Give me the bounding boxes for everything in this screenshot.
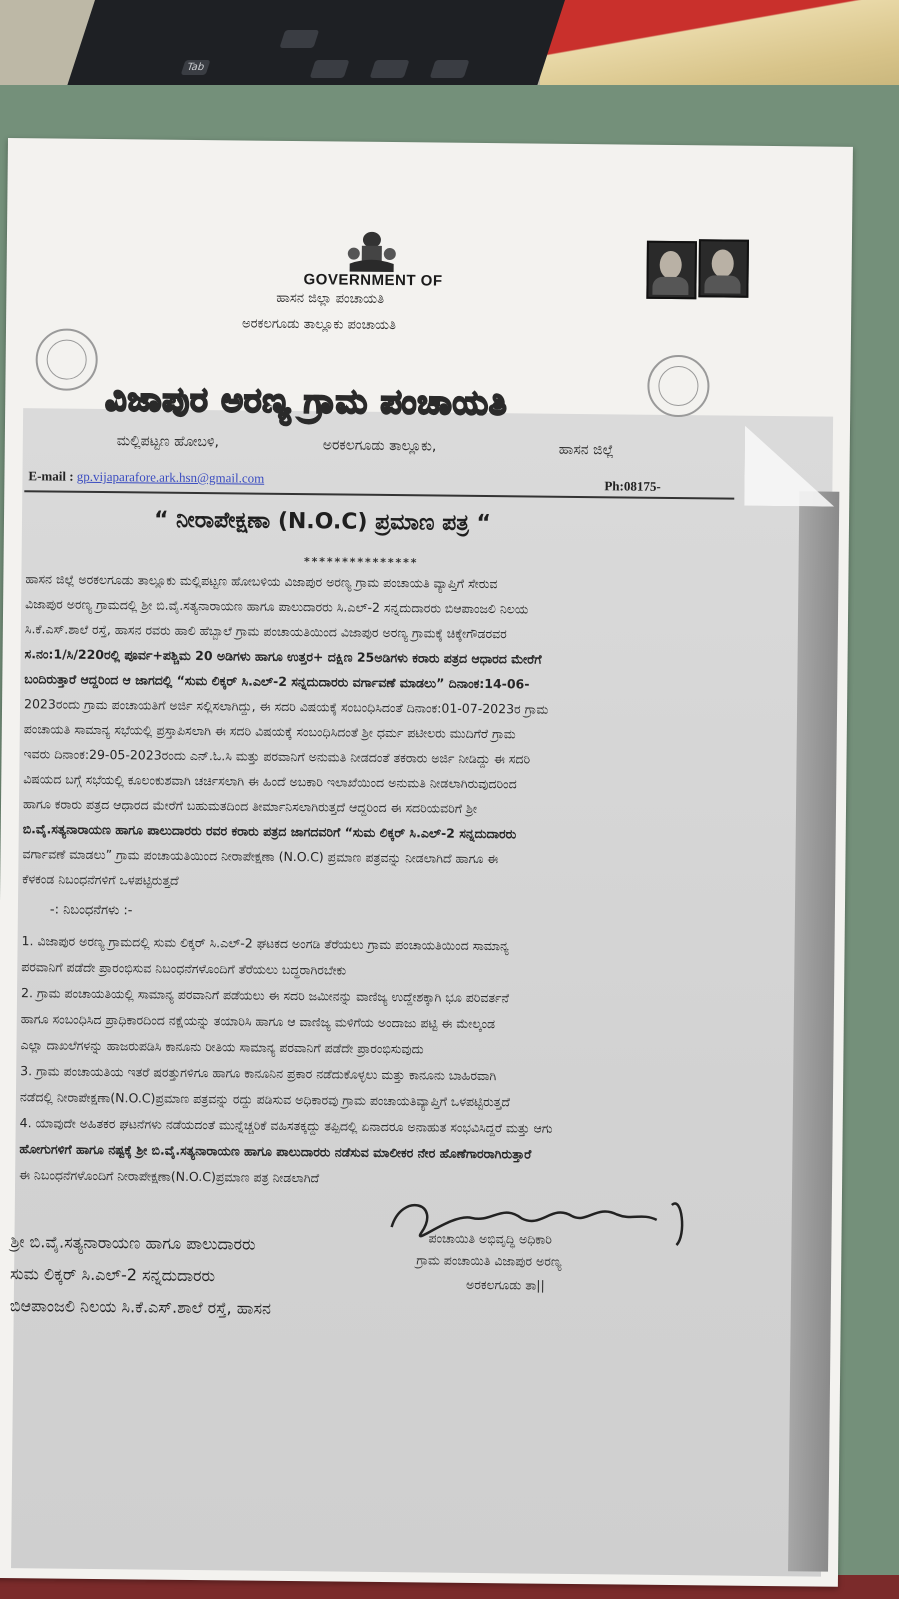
email-link[interactable]: gp.vijaparafore.ark.hsn@gmail.com	[76, 468, 265, 486]
signatory-designation: ಪಂಚಾಯಿತಿ ಅಭಿವೃದ್ಧಿ ಅಧಿಕಾರಿ	[428, 1230, 553, 1247]
recipient-license: ಸುಮ ಲಿಕ್ಕರ್ ಸಿ.ಎಲ್-2 ಸನ್ನದುದಾರರು	[10, 1264, 216, 1286]
paragraph-line: ವಿಜಾಪುರ ಅರಣ್ಯ ಗ್ರಾಮದಲ್ಲಿ ಶ್ರೀ ಬಿ.ವೈ.ಸತ್ಯನಾರಾಯಣ ಹಾಗೂ ಪಾಲುದಾರರು ಸಿ.ಎಲ್-2 ಸನ್ನದುದಾರರು ಬಿಆಪಾಂಜಲಿ ನಿಲಯ	[25, 596, 529, 617]
email-label: E-mail :	[28, 468, 77, 484]
keyboard-key-tab: Tab	[181, 60, 211, 75]
noc-document	[0, 138, 853, 1587]
address-hobli: ಮಲ್ಲಿಪಟ್ಟಣ ಹೋಬಳಿ,	[116, 433, 220, 451]
document-title: “ ನೀರಾಪೇಕ್ಷಣಾ (N.O.C) ಪ್ರಮಾಣ ಪತ್ರ “	[153, 507, 492, 537]
gov-heading: GOVERNMENT OF	[303, 271, 443, 290]
paragraph-line: ಹಾಸನ ಜಿಲ್ಲೆ ಅರಕಲಗೂಡು ತಾಲ್ಲೂಕು ಮಲ್ಲಿಪಟ್ಟಣ ಹೋಬಳಿಯ ವಿಜಾಪುರ ಅರಣ್ಯ ಗ್ರಾಮ ಪಂಚಾಯತಿ ವ್ಯಾಪ್ತಿಗೆ ಸೇರುವ	[25, 571, 498, 592]
state-emblem-icon	[344, 226, 401, 279]
title-stars: ***************	[303, 555, 418, 570]
keyboard-key	[279, 30, 319, 48]
keyboard-key	[310, 60, 350, 78]
paragraph-line: ಪಂಚಾಯತಿ ಸಾಮಾನ್ಯ ಸಭೆಯಲ್ಲಿ ಪ್ರಸ್ತಾಪಿಸಲಾಗಿ ಈ ಸದರಿ ವಿಷಯಕ್ಕೆ ಸಂಬಂಧಿಸಿದಂತೆ ಶ್ರೀ ಧರ್ಮ ಪಟೀಲರು ಮುದಿಗೆರೆ ಗ್ರಾಮ	[23, 721, 516, 742]
paragraph-line: ಬಿ.ವೈ.ಸತ್ಯನಾರಾಯಣ ಹಾಗೂ ಪಾಲುದಾರರು ರವರ ಕರಾರು ಪತ್ರದ ಜಾಗದವರಿಗೆ “ಸುಮ ಲಿಕ್ಕರ್ ಸಿ.ಎಲ್-2 ಸನ್ನದುದಾರರು	[22, 821, 517, 842]
paragraph-line: ಸ.ನಂ:1/ಸಿ/220ರಲ್ಲಿ ಪೂರ್ವ+ಪಶ್ಚಿಮ 20 ಅಡಿಗಳು ಹಾಗೂ ಉತ್ತರ+ ದಕ್ಷಿಣ 25ಅಡಿಗಳು ಕರಾರು ಪತ್ರದ ಆಧಾರದ ಮೇರೆಗೆ	[24, 646, 542, 667]
noc-paragraph	[22, 566, 737, 898]
paragraph-line: ಬಂದಿರುತ್ತಾರೆ ಆದ್ದರಿಂದ ಆ ಜಾಗದಲ್ಲಿ “ಸುಮ ಲಿಕ್ಕರ್ ಸಿ.ಎಲ್-2 ಸನ್ನದುದಾರರು ವರ್ಗಾವಣೆ ಮಾಡಲು” ದಿನಾಂಕ:14-06-	[24, 671, 530, 692]
background-folders	[540, 0, 899, 95]
keyboard-key	[370, 60, 410, 78]
condition-line: 1. ವಿಜಾಪುರ ಅರಣ್ಯ ಗ್ರಾಮದಲ್ಲಿ ಸುಮ ಲಿಕ್ಕರ್ ಸಿ.ಎಲ್-2 ಘಟಕದ ಅಂಗಡಿ ತೆರೆಯಲು ಗ್ರಾಮ ಪಂಚಾಯತಿಯಿಂದ ಸಾಮಾನ್ಯ	[21, 933, 509, 954]
condition-line: ಪರವಾನಿಗೆ ಪಡೆದೇ ಪ್ರಾರಂಭಿಸುವ ನಿಬಂಧನೆಗಳೊಂದಿಗೆ ತೆರೆಯಲು ಬದ್ಧರಾಗಿರಬೇಕು	[21, 959, 347, 978]
recipient-name: ಶ್ರೀ ಬಿ.ವೈ.ಸತ್ಯನಾರಾಯಣ ಹಾಗೂ ಪಾಲುದಾರರು	[10, 1232, 256, 1254]
signatory-panchayat: ಗ್ರಾಮ ಪಂಚಾಯಿತಿ ವಿಜಾಪುರ ಅರಣ್ಯ	[416, 1252, 562, 1269]
paragraph-line: ಸಿ.ಕೆ.ಎಸ್.ಶಾಲೆ ರಸ್ತೆ, ಹಾಸನ ರವರು ಹಾಲಿ ಹೆಬ್ಬಾಲೆ ಗ್ರಾಮ ಪಂಚಾಯತಿಯಿಂದ ವಿಜಾಪುರ ಅರಣ್ಯ ಗ್ರಾಮಕ್ಕೆ ಚಿಕ್ಕೇಗೌಡರವರ	[24, 621, 507, 642]
condition-line: ಹಾಗೂ ಸಂಬಂಧಿಸಿದ ಪ್ರಾಧಿಕಾರದಿಂದ ನಕ್ಷೆಯನ್ನು ತಯಾರಿಸಿ ಹಾಗೂ ಆ ವಾಣಿಜ್ಯ ಮಳಿಗೆಯ ಅಂದಾಜು ಪಟ್ಟಿ ಈ ಮೇಲ್ಕಂಡ	[20, 1011, 496, 1032]
photo-right	[698, 239, 749, 298]
paragraph-line: ವರ್ಗಾವಣೆ ಮಾಡಲು” ಗ್ರಾಮ ಪಂಚಾಯತಿಯಿಂದ ನೀರಾಪೇಕ್ಷಣಾ (N.O.C) ಪ್ರಮಾಣ ಪತ್ರವನ್ನು ನೀಡಲಾಗಿದೆ ಹಾಗೂ ಈ	[22, 846, 499, 867]
condition-line: ಈ ನಿಬಂಧನೆಗಳೊಂದಿಗೆ ನೀರಾಪೇಕ್ಷಣಾ(N.O.C)ಪ್ರಮಾಣ ಪತ್ರ ನೀಡಲಾಗಿದೆ	[19, 1167, 320, 1186]
paragraph-line: 2023ರಂದು ಗ್ರಾಮ ಪಂಚಾಯತಿಗೆ ಅರ್ಜಿ ಸಲ್ಲಿಸಲಾಗಿದ್ದು, ಈ ಸದರಿ ವಿಷಯಕ್ಕೆ ಸಂಬಂಧಿಸಿದಂತೆ ದಿನಾಂಕ:01-07-2023ರ ಗ್ರಾಮ	[23, 696, 549, 717]
paragraph-line: ವಿಷಯದ ಬಗ್ಗೆ ಸಭೆಯಲ್ಲಿ ಕೂಲಂಕುಶವಾಗಿ ಚರ್ಚಿಸಲಾಗಿ ಈ ಹಿಂದೆ ಅಬಕಾರಿ ಇಲಾಖೆಯಿಂದ ಅನುಮತಿ ನೀಡಲಾಗಿರುವುದರಿಂದ	[23, 771, 517, 792]
conditions-heading: -: ನಿಬಂಧನೆಗಳು :-	[49, 902, 133, 919]
address-district: ಹಾಸನ ಜಿಲ್ಲೆ	[558, 441, 614, 459]
seal-right-icon	[647, 355, 710, 418]
keyboard-key	[430, 60, 470, 78]
seal-left-icon	[35, 328, 98, 391]
condition-line: ನಡೆದಲ್ಲಿ ನೀರಾಪೇಕ್ಷಣಾ(N.O.C)ಪ್ರಮಾಣ ಪತ್ರವನ್ನು ರದ್ದು ಪಡಿಸುವ ಅಧಿಕಾರವು ಗ್ರಾಮ ಪಂಚಾಯತಿವ್ಯಾಪ್ತಿಗೆ ಒಳಪಟ್ಟಿರುತ್ತದೆ	[19, 1089, 511, 1110]
phone-number: Ph:08175-	[604, 478, 661, 494]
paragraph-line: ಹಾಗೂ ಕರಾರು ಪತ್ರದ ಆಧಾರದ ಮೇರೆಗೆ ಬಹುಮತದಿಂದ ತೀರ್ಮಾನಿಸಲಾಗಿರುತ್ತದೆ ಆದ್ದರಿಂದ ಈ ಸದರಿಯವರಿಗೆ ಶ್ರೀ	[22, 796, 478, 816]
condition-line: ಹೋಗುಗಳಿಗೆ ಹಾಗೂ ನಷ್ಟಕ್ಕೆ ಶ್ರೀ ಬಿ.ವೈ.ಸತ್ಯನಾರಾಯಣ ಹಾಗೂ ಪಾಲುದಾರರು ನಡೆಸುವ ಮಾಲೀಕರ ನೇರ ಹೊಣೆಗಾರರಾಗಿರುತ್ತಾರೆ	[19, 1141, 532, 1162]
taluk-panchayat: ಅರಕಲಗೂಡು ತಾಲ್ಲೂಕು ಪಂಚಾಯತಿ	[241, 316, 396, 334]
address-taluk: ಅರಕಲಗೂಡು ತಾಲ್ಲೂಕು,	[322, 437, 437, 455]
condition-line: ಎಲ್ಲಾ ದಾಖಲೆಗಳನ್ನು ಹಾಜರುಪಡಿಸಿ ಕಾನೂನು ರೀತಿಯ ಸಾಮಾನ್ಯ ಪರವಾನಿಗೆ ಪಡೆದೇ ಪ್ರಾರಂಭಿಸುವುದು	[20, 1037, 424, 1057]
email-line	[28, 468, 264, 486]
condition-line: 2. ಗ್ರಾಮ ಪಂಚಾಯತಿಯಲ್ಲಿ ಸಾಮಾನ್ಯ ಪರವಾನಿಗೆ ಪಡೆಯಲು ಈ ಸದರಿ ಜಮೀನನ್ನು ವಾಣಿಜ್ಯ ಉದ್ದೇಶಕ್ಕಾಗಿ ಭೂ ಪರಿವರ್ತನೆ	[20, 985, 510, 1006]
paragraph-line: ಕೆಳಕಂಡ ನಿಬಂಧನೆಗಳಿಗೆ ಒಳಪಟ್ಟಿರುತ್ತದೆ	[22, 871, 179, 888]
conditions-list	[19, 928, 734, 1195]
paragraph-line: ಇವರು ದಿನಾಂಕ:29-05-2023ರಂದು ಎನ್.ಓ.ಸಿ ಮತ್ತು ಪರವಾನಿಗೆ ಅನುಮತಿ ನೀಡದಂತೆ ತಕರಾರು ಅರ್ಜಿ ನೀಡಿದ್ದು ಈ ಸದರಿ	[23, 746, 531, 767]
condition-line: 3. ಗ್ರಾಮ ಪಂಚಾಯತಿಯ ಇತರೆ ಷರತ್ತುಗಳಿಗೂ ಹಾಗೂ ಕಾನೂನಿನ ಪ್ರಕಾರ ನಡೆದುಕೊಳ್ಳಲು ಮತ್ತು ಕಾನೂನು ಬಾಹಿರವಾಗಿ	[20, 1063, 497, 1084]
district-panchayat: ಹಾಸನ ಜಿಲ್ಲಾ ಪಂಚಾಯತಿ	[276, 290, 385, 307]
condition-line: 4. ಯಾವುದೇ ಅಹಿತಕರ ಘಟನೆಗಳು ನಡೆಯದಂತೆ ಮುನ್ನೆಚ್ಚರಿಕೆ ವಹಿಸತಕ್ಕದ್ದು ತಪ್ಪಿದಲ್ಲಿ ಏನಾದರೂ ಅನಾಹುತ ಸಂಭವಿಸಿದ್ದರೆ ಮತ್ತು ಆಗು	[19, 1115, 553, 1136]
signatory-taluk: ಅರಕಲಗೂಡು ತಾ||	[465, 1276, 545, 1293]
photo-left	[646, 241, 697, 300]
panchayat-title: ವಿಜಾಪುರ ಅರಣ್ಯ ಗ್ರಾಮ ಪಂಚಾಯತಿ	[105, 379, 508, 423]
recipient-address: ಬಿಆಪಾಂಜಲಿ ನಿಲಯ ಸಿ.ಕೆ.ಎಸ್.ಶಾಲೆ ರಸ್ತೆ, ಹಾಸನ	[9, 1296, 271, 1318]
